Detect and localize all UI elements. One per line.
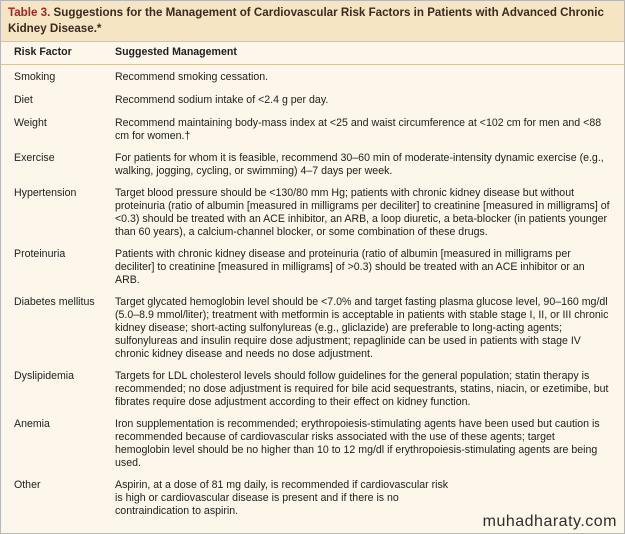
site-watermark: muhadharaty.com <box>482 513 617 530</box>
table-row <box>1 187 624 239</box>
table-header-row <box>1 42 624 65</box>
table-row <box>1 370 624 409</box>
management-cell: Aspirin, at a dose of 81 mg daily, is recommended if cardiovascular risk is high or cardiovascular disease is present and if there is no contraindication to aspirin. <box>115 479 449 517</box>
management-cell: Target glycated hemoglobin level should be <7.0% and target fasting plasma glucose level, 90–160 mg/dl (5.0–8.9 mmol/liter); treatment with metformin is acceptable in patients with stable stage I, II, or III chronic kidney disease; short-acting sulfonylureas (e.g., gliclazide) are preferable to long-acting agents; sulfonylureas and insulin require dose adjustment; repaglinide can be used in patients with stage IV chronic kidney disease and needs no dose adjustment. <box>115 296 609 360</box>
risk-factor-cell: Weight <box>14 117 47 129</box>
management-cell: Target blood pressure should be <130/80 mm Hg; patients with chronic kidney disease but without proteinuria (ratio of albumin [measured in milligrams per deciliter] to creatinine [measured in milligrams] of <0.3) should be treated with an ACE inhibitor, an ARB, a loop diuretic, a beta-blocker (in patients younger than 60 years), a calcium-channel blocker, or some combination of these drugs. <box>115 187 610 238</box>
management-cell: Recommend sodium intake of <2.4 g per day. <box>115 94 329 106</box>
management-cell: Recommend smoking cessation. <box>115 71 269 83</box>
table-title: Suggestions for the Management of Cardiovascular Risk Factors in Patients with Advanced Chronic Kidney Disease.* <box>8 6 604 35</box>
table-row <box>1 152 624 178</box>
risk-factor-cell: Diabetes mellitus <box>14 296 95 308</box>
management-cell: For patients for whom it is feasible, recommend 30–60 min of moderate-intensity dynamic exercise (e.g., walking, jogging, cycling, or swimming) 4–7 days per week. <box>115 152 604 177</box>
management-cell: Iron supplementation is recommended; erythropoiesis-stimulating agents have been used but caution is recommended because of cardiovascular risks associated with the use of these agents; target hemoglobin level should be no higher than 10 to 12 mg/dl if erythropoiesis-stimulating agents are being used. <box>115 418 600 469</box>
risk-factor-cell: Other <box>14 479 41 491</box>
risk-factor-cell: Anemia <box>14 418 50 430</box>
table-row <box>1 94 624 107</box>
management-cell: Patients with chronic kidney disease and proteinuria (ratio of albumin [measured in milligrams per deciliter] to creatinine [measured in milligrams] of >0.3) should be treated with an ACE inhibitor or an ARB. <box>115 248 585 286</box>
risk-factor-cell: Exercise <box>14 152 55 164</box>
table-label: Table 3. <box>8 6 51 19</box>
header-risk-factor: Risk Factor <box>14 46 72 58</box>
table-row <box>1 117 624 143</box>
management-cell: Recommend maintaining body-mass index at <25 and waist circumference at <102 cm for men and <88 cm for women.† <box>115 117 602 142</box>
risk-factor-cell: Dyslipidemia <box>14 370 75 382</box>
table-row <box>1 418 624 470</box>
table-row <box>1 296 624 361</box>
table-row <box>1 71 624 84</box>
table-caption <box>1 1 624 42</box>
header-suggested-management: Suggested Management <box>115 46 237 58</box>
risk-factor-cell: Hypertension <box>14 187 77 199</box>
table-row <box>1 248 624 287</box>
risk-factor-cell: Diet <box>14 94 33 106</box>
management-cell: Targets for LDL cholesterol levels should follow guidelines for the general population; statin therapy is recommended; no dose adjustment is required for bile acid sequestrants, statins, niacin, or ezetimibe, but fibrates require dose adjustment according to their effect on kidney function. <box>115 370 609 408</box>
risk-factor-cell: Smoking <box>14 71 56 83</box>
risk-factor-cell: Proteinuria <box>14 248 66 260</box>
management-table <box>1 42 624 518</box>
